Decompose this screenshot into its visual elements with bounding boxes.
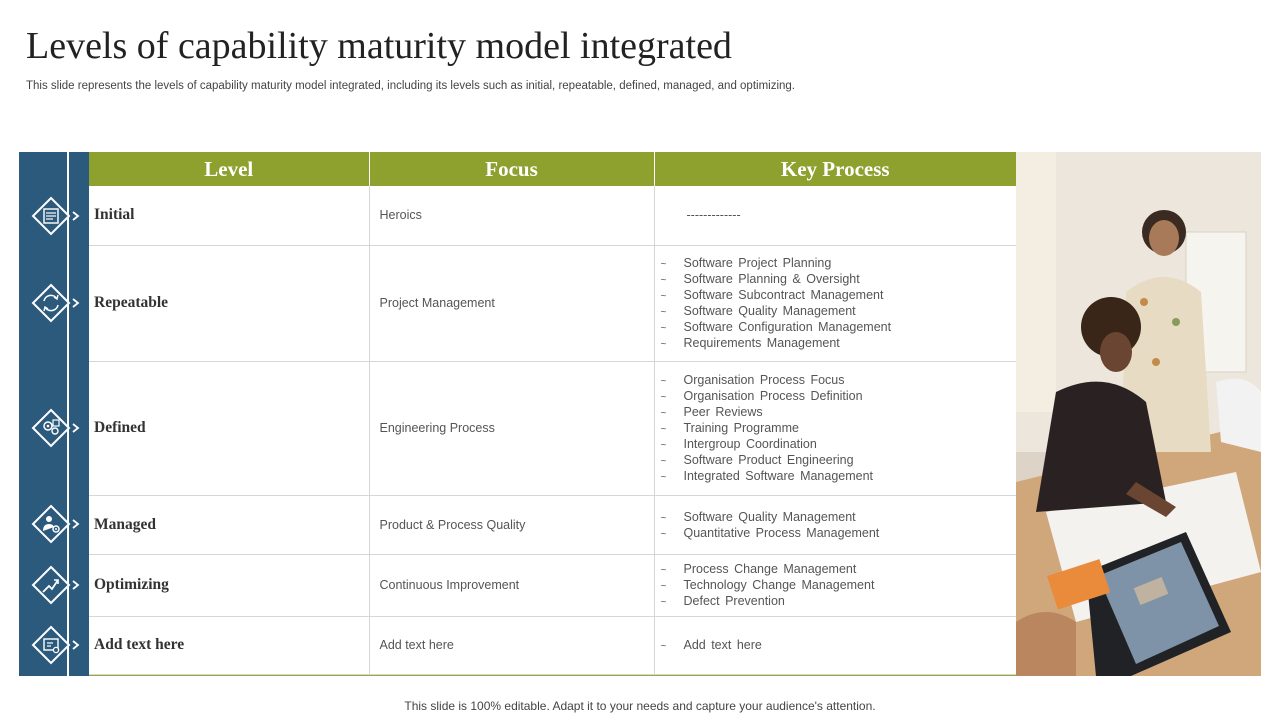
level-cell: Optimizing bbox=[89, 554, 369, 616]
wave-bullet-icon: ~ bbox=[660, 597, 667, 608]
level-icon-strip bbox=[19, 152, 89, 676]
wave-bullet-icon: ~ bbox=[660, 456, 667, 467]
key-process-cell bbox=[654, 616, 1016, 674]
focus-cell: Heroics bbox=[369, 186, 654, 245]
process-item-label: Process Change Management bbox=[683, 562, 857, 576]
wave-bullet-icon: ~ bbox=[660, 641, 667, 652]
process-item bbox=[661, 436, 1017, 452]
level-cell: Defined bbox=[89, 361, 369, 495]
chevron-right-icon bbox=[70, 297, 82, 309]
empty-placeholder: ------------- bbox=[686, 208, 741, 223]
level-cell: Managed bbox=[89, 495, 369, 554]
table-row bbox=[89, 495, 1016, 554]
process-item bbox=[661, 335, 1017, 351]
process-item bbox=[661, 468, 1017, 484]
key-process-cell bbox=[654, 554, 1016, 616]
process-item bbox=[661, 420, 1017, 436]
chevron-right-icon bbox=[70, 518, 82, 530]
process-item-label: Requirements Management bbox=[683, 336, 840, 350]
process-item-label: Technology Change Management bbox=[683, 578, 875, 592]
wave-bullet-icon: ~ bbox=[660, 376, 667, 387]
process-item bbox=[661, 404, 1017, 420]
chevron-right-icon bbox=[70, 422, 82, 434]
wave-bullet-icon: ~ bbox=[660, 275, 667, 286]
process-item-label: Quantitative Process Management bbox=[683, 525, 880, 540]
wave-bullet-icon: ~ bbox=[660, 512, 667, 524]
page-title: Levels of capability maturity model integrated bbox=[26, 25, 732, 67]
key-process-cell bbox=[654, 245, 1016, 361]
focus-cell: Continuous Improvement bbox=[369, 554, 654, 616]
process-list bbox=[661, 637, 1017, 653]
process-item-label: Organisation Process Definition bbox=[683, 389, 863, 403]
focus-cell: Product & Process Quality bbox=[369, 495, 654, 554]
manager-gear-icon bbox=[31, 504, 71, 544]
key-process-cell bbox=[654, 361, 1016, 495]
process-item bbox=[661, 388, 1017, 404]
chevron-right-icon bbox=[70, 639, 82, 651]
footer-note: This slide is 100% editable. Adapt it to your needs and capture your audience's attention. bbox=[404, 699, 876, 713]
key-process-cell bbox=[654, 495, 1016, 554]
level-cell: Initial bbox=[89, 186, 369, 245]
wave-bullet-icon: ~ bbox=[660, 307, 667, 318]
process-item-label: Software Quality Management bbox=[683, 304, 856, 318]
process-item-label: Software Quality Management bbox=[683, 509, 856, 524]
table-row bbox=[89, 361, 1016, 495]
document-list-icon bbox=[31, 196, 71, 236]
wave-bullet-icon: ~ bbox=[660, 259, 667, 270]
level-cell: Repeatable bbox=[89, 245, 369, 361]
wave-bullet-icon: ~ bbox=[660, 440, 667, 451]
focus-cell: Add text here bbox=[369, 616, 654, 674]
process-item bbox=[661, 287, 1017, 303]
process-item bbox=[661, 319, 1017, 335]
page-subtitle: This slide represents the levels of capability maturity model integrated, including its levels such as initial, repeatable, defined, managed, and optimizing. bbox=[26, 80, 796, 92]
wave-bullet-icon: ~ bbox=[660, 339, 667, 350]
process-item-label: Training Programme bbox=[683, 421, 799, 435]
wave-bullet-icon: ~ bbox=[660, 565, 667, 576]
settings-board-icon bbox=[31, 625, 71, 665]
key-process-cell bbox=[654, 186, 1016, 245]
process-item-label: Intergroup Coordination bbox=[683, 437, 817, 451]
process-item-label: Software Product Engineering bbox=[683, 453, 854, 467]
wave-bullet-icon: ~ bbox=[660, 581, 667, 592]
wave-bullet-icon: ~ bbox=[660, 392, 667, 403]
process-item bbox=[661, 577, 1017, 593]
repeat-arrows-icon bbox=[31, 283, 71, 323]
wave-bullet-icon: ~ bbox=[660, 291, 667, 302]
process-item bbox=[661, 303, 1017, 319]
header-focus: Focus bbox=[369, 152, 654, 186]
wave-bullet-icon: ~ bbox=[660, 424, 667, 435]
process-item-label: Software Subcontract Management bbox=[683, 288, 884, 302]
process-item bbox=[661, 255, 1017, 271]
chevron-right-icon bbox=[70, 210, 82, 222]
focus-cell: Engineering Process bbox=[369, 361, 654, 495]
process-item-label: Defect Prevention bbox=[683, 594, 785, 608]
process-item-label: Organisation Process Focus bbox=[683, 373, 845, 387]
process-item bbox=[661, 509, 1017, 525]
table-row bbox=[89, 554, 1016, 616]
process-item-label: Software Project Planning bbox=[683, 256, 832, 270]
process-item bbox=[661, 637, 1017, 653]
process-gears-icon bbox=[31, 408, 71, 448]
process-list bbox=[661, 372, 1017, 484]
maturity-levels-table bbox=[89, 152, 1016, 676]
process-item-label: Peer Reviews bbox=[683, 405, 763, 419]
process-item-label: Software Configuration Management bbox=[683, 320, 892, 334]
process-list bbox=[661, 255, 1017, 351]
team-working-photo bbox=[1016, 152, 1261, 676]
chevron-right-icon bbox=[70, 579, 82, 591]
focus-cell: Project Management bbox=[369, 245, 654, 361]
process-item-label: Software Planning & Oversight bbox=[683, 272, 860, 286]
wave-bullet-icon: ~ bbox=[660, 408, 667, 419]
table-row bbox=[89, 245, 1016, 361]
process-list bbox=[661, 509, 1017, 541]
table-row bbox=[89, 616, 1016, 674]
header-level: Level bbox=[89, 152, 369, 186]
wave-bullet-icon: ~ bbox=[660, 472, 667, 483]
growth-arrow-icon bbox=[31, 565, 71, 605]
process-item bbox=[661, 271, 1017, 287]
table-row bbox=[89, 186, 1016, 245]
process-list bbox=[661, 561, 1017, 609]
wave-bullet-icon: ~ bbox=[660, 323, 667, 334]
process-item bbox=[661, 593, 1017, 609]
wave-bullet-icon: ~ bbox=[660, 528, 667, 540]
process-item bbox=[661, 452, 1017, 468]
process-item-label: Integrated Software Management bbox=[683, 469, 874, 483]
process-item bbox=[661, 372, 1017, 388]
process-item-label: Add text here bbox=[683, 638, 762, 652]
process-item bbox=[661, 525, 1017, 541]
level-cell: Add text here bbox=[89, 616, 369, 674]
header-key-process: Key Process bbox=[654, 152, 1016, 186]
process-item bbox=[661, 561, 1017, 577]
